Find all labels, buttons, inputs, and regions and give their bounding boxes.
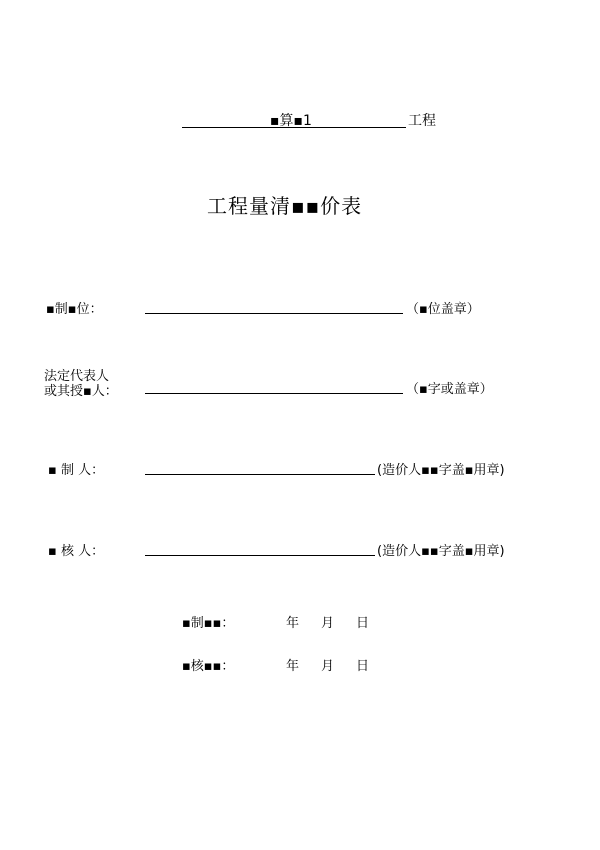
reviewer-signature-line[interactable]	[145, 555, 375, 556]
reviewer-note: (造价人▪▪字盖▪用章)	[377, 544, 505, 559]
preparer-signature-line[interactable]	[145, 474, 375, 475]
reviewed-date-label: ▪核▪▪：	[182, 659, 235, 674]
legal-rep-label-line2: 或其授▪人：	[44, 384, 118, 399]
reviewed-date-year: 年	[286, 659, 300, 674]
reviewer-label: ▪ 核 人：	[48, 544, 105, 559]
reviewed-date-day: 日	[356, 659, 370, 674]
legal-rep-signature-line[interactable]	[145, 393, 403, 394]
project-suffix: 工程	[408, 113, 436, 129]
project-name: ▪算▪1	[270, 113, 312, 129]
legal-rep-label-line1: 法定代表人	[44, 369, 110, 384]
prepared-date-year: 年	[286, 616, 300, 631]
unit-signature-line[interactable]	[145, 313, 403, 314]
legal-rep-note: （▪字或盖章）	[406, 382, 493, 397]
unit-label: ▪制▪位：	[46, 302, 103, 317]
reviewed-date-month: 月	[321, 659, 335, 674]
prepared-date-day: 日	[356, 616, 370, 631]
preparer-note: (造价人▪▪字盖▪用章)	[377, 463, 505, 478]
prepared-date-label: ▪制▪▪：	[182, 616, 235, 631]
page-title: 工程量清▪▪价表	[207, 194, 363, 218]
preparer-label: ▪ 制 人：	[48, 463, 105, 478]
prepared-date-month: 月	[321, 616, 335, 631]
unit-note: （▪位盖章）	[406, 302, 480, 317]
